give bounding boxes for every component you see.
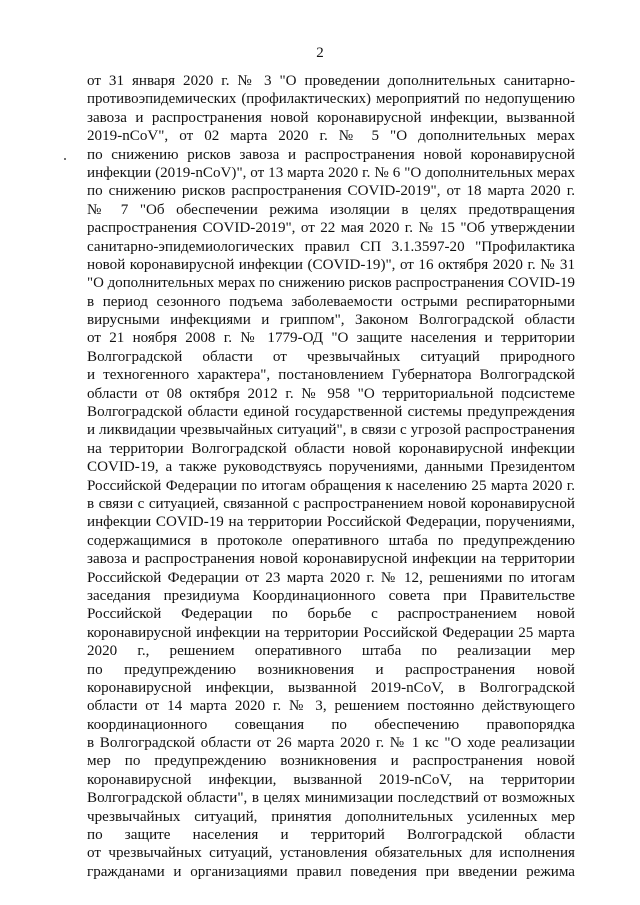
text-line: новой коронавирусной инфекции (COVID-19)", от 16 октября 2020 г. № 31 — [87, 256, 575, 273]
text-line: Волгоградской области от чрезвычайных ситуаций природного — [87, 348, 575, 365]
text-line: Российской Федерации от 23 марта 2020 г. № 12, решениями по итогам — [87, 569, 575, 586]
text-line: инфекции COVID-19 на территории Российской Федерации, поручениями, — [87, 514, 575, 531]
text-line: координационного совещания по обеспечению правопорядка — [87, 716, 575, 733]
text-line: в связи с ситуацией, связанной с распространением новой коронавирусной — [87, 495, 575, 512]
text-line: в период сезонного подъема заболеваемости острыми респираторными — [87, 293, 575, 310]
text-line: Волгоградской области единой государственной системы предупреждения — [87, 404, 575, 421]
text-line: и ликвидации чрезвычайных ситуаций", в связи с угрозой распространения — [87, 422, 575, 439]
page-number: 2 — [316, 45, 324, 61]
text-line: COVID-19, а также руководствуясь поручениями, данными Президентом — [87, 459, 575, 476]
text-line: Российской Федерации по итогам обращения к населению 25 марта 2020 г. — [87, 477, 575, 494]
text-line: от 21 ноября 2008 г. № 1779-ОД "О защите населения и территории — [87, 330, 575, 347]
margin-mark — [64, 158, 66, 160]
text-line: завоза и распространения новой коронавирусной инфекции на территории — [87, 551, 575, 568]
text-line: "О дополнительных мерах по снижению рисков распространения COVID-19 — [87, 275, 575, 292]
text-line: чрезвычайных ситуаций, принятия дополнительных усиленных мер — [87, 808, 575, 825]
text-line: противоэпидемических (профилактических) мероприятий по недопущению — [87, 91, 575, 108]
text-line: коронавирусной инфекции, вызванной 2019-nCoV, в Волгоградской — [87, 679, 575, 696]
text-line: распространения COVID-2019", от 22 мая 2020 г. № 15 "Об утверждении — [87, 220, 575, 237]
text-line: Российской Федерации по борьбе с распространением новой — [87, 606, 575, 623]
text-line: от 31 января 2020 г. № 3 "О проведении дополнительных санитарно- — [87, 73, 575, 89]
text-line: по снижению рисков завоза и распространения новой коронавирусной — [87, 146, 575, 163]
text-line: санитарно-эпидемиологических правил СП 3.1.3597-20 "Профилактика — [87, 238, 575, 255]
text-line: области от 14 марта 2020 г. № 3, решением постоянно действующего — [87, 698, 575, 715]
text-line: содержащимися в протоколе оперативного штаба по предупреждению — [87, 532, 575, 549]
text-line: инфекции (2019-nCoV)", от 13 марта 2020 г. № 6 "О дополнительных мерах — [87, 164, 575, 181]
text-line: гражданами и организациями правил поведения при введении режима — [87, 863, 575, 880]
text-line: Волгоградской области", в целях минимизации последствий от возможных — [87, 790, 575, 807]
text-line: заседания президиума Координационного совета при Правительстве — [87, 587, 575, 604]
text-line: области от 08 октября 2012 г. № 958 "О территориальной подсистеме — [87, 385, 575, 402]
body-text — [87, 72, 575, 881]
text-line: по снижению рисков распространения COVID-2019", от 18 марта 2020 г. — [87, 183, 575, 200]
text-line: по предупреждению возникновения и распространения новой — [87, 661, 575, 678]
text-line: 2019-nCoV", от 02 марта 2020 г. № 5 "О дополнительных мерах — [87, 128, 575, 145]
text-line: мер по предупреждению возникновения и распространения новой — [87, 753, 575, 770]
text-line: в Волгоградской области от 26 марта 2020 г. № 1 кс "О ходе реализации — [87, 735, 575, 752]
text-line: вирусными инфекциями и гриппом", Законом Волгоградской области — [87, 312, 575, 329]
text-line: по защите населения и территорий Волгоградской области — [87, 827, 575, 844]
text-line: завоза и распространения новой коронавирусной инфекции, вызванной — [87, 109, 575, 126]
text-line: коронавирусной инфекции, вызванной 2019-nCoV, на территории — [87, 771, 575, 788]
text-line: № 7 "Об обеспечении режима изоляции в целях предотвращения — [87, 201, 575, 218]
text-line: на территории Волгоградской области новой коронавирусной инфекции — [87, 440, 575, 457]
text-line: и техногенного характера", постановлением Губернатора Волгоградской — [87, 367, 575, 384]
text-line: от чрезвычайных ситуаций, установления обязательных для исполнения — [87, 845, 575, 862]
text-line: коронавирусной инфекции на территории Российской Федерации 25 марта — [87, 624, 575, 641]
text-line: 2020 г., решением оперативного штаба по реализации мер — [87, 643, 575, 660]
